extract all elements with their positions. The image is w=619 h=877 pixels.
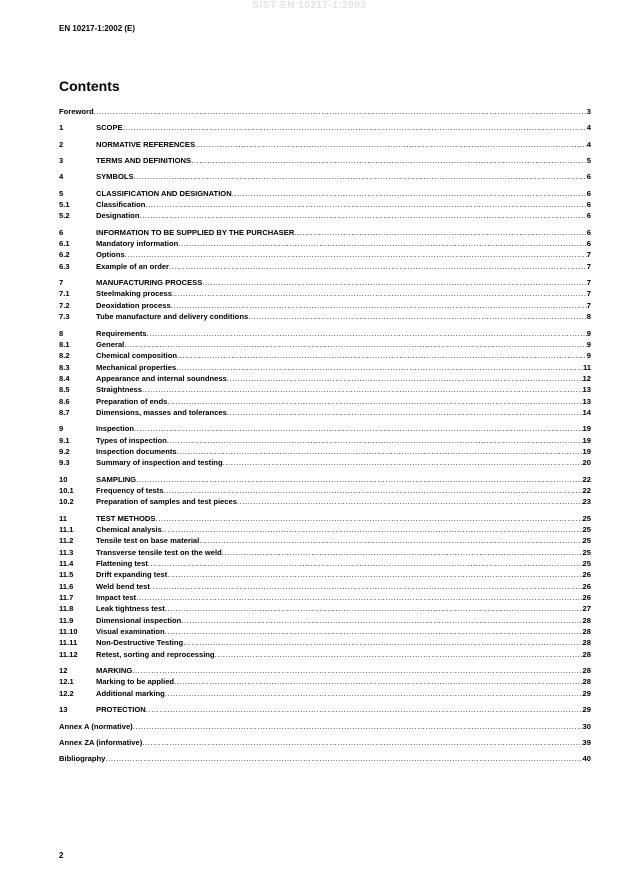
- dot-leader: [237, 496, 583, 507]
- dot-leader: [134, 171, 587, 182]
- toc-entry[interactable]: [59, 665, 591, 676]
- toc-entry-number: 2: [59, 139, 64, 149]
- toc-entry-title: Transverse tensile test on the weld: [96, 547, 222, 557]
- toc-entry[interactable]: [59, 277, 591, 288]
- toc-entry-page: 6: [586, 211, 591, 221]
- toc-entry-number: 8.4: [59, 373, 70, 383]
- dot-leader: [165, 603, 583, 614]
- toc-entry-title: Retest, sorting and reprocessing: [96, 649, 215, 659]
- toc-entry-number: 10.2: [59, 497, 74, 507]
- toc-entry-page: 5: [586, 156, 591, 166]
- dot-leader: [202, 277, 586, 288]
- toc-entry[interactable]: [59, 288, 591, 299]
- toc-entry-title: Frequency of tests: [96, 485, 164, 495]
- toc-entry-title: Preparation of ends: [96, 396, 168, 406]
- toc-entry-page: 28: [582, 649, 591, 659]
- dot-leader: [124, 339, 586, 350]
- dot-leader: [183, 637, 582, 648]
- toc-entry-page: 13: [582, 385, 591, 395]
- dot-leader: [134, 423, 583, 434]
- dot-leader: [167, 396, 582, 407]
- toc-entry-page: 25: [582, 513, 591, 523]
- dot-leader: [94, 106, 587, 117]
- toc-entry-title: Example of an order: [96, 261, 170, 271]
- toc-entry[interactable]: [59, 704, 591, 715]
- toc-entry-page: 9: [586, 328, 591, 338]
- toc-entry-page: 4: [586, 139, 591, 149]
- toc-entry-number: 12.2: [59, 688, 74, 698]
- toc-entry-title: Steelmaking process: [96, 289, 172, 299]
- toc-entry-page: 6: [586, 172, 591, 182]
- toc-entry-title: INFORMATION TO BE SUPPLIED BY THE PURCHASER: [96, 227, 295, 237]
- dot-leader: [142, 737, 582, 748]
- toc-entry[interactable]: [59, 238, 591, 249]
- toc-entry-title: Bibliography: [59, 754, 106, 764]
- toc-entry-number: 9.3: [59, 458, 70, 468]
- toc-entry[interactable]: [59, 676, 591, 687]
- toc-entry[interactable]: [59, 615, 591, 626]
- toc-entry-page: 26: [582, 593, 591, 603]
- toc-entry[interactable]: [59, 446, 591, 457]
- toc-entry-number: 11.2: [59, 536, 74, 546]
- toc-entry-title: PROTECTION: [96, 705, 146, 715]
- dot-leader: [133, 721, 583, 732]
- toc-entry-title: Visual examination: [96, 627, 165, 637]
- toc-entry-title: Annex ZA (informative): [59, 737, 143, 747]
- toc-entry-number: 7.3: [59, 312, 70, 322]
- toc-entry-number: 7: [59, 278, 64, 288]
- dot-leader: [177, 350, 587, 361]
- dot-leader: [145, 199, 586, 210]
- toc-entry-page: 23: [582, 497, 591, 507]
- dot-leader: [169, 261, 587, 272]
- toc-entry-title: TERMS AND DEFINITIONS: [96, 156, 192, 166]
- toc-entry[interactable]: [59, 122, 591, 133]
- toc-entry[interactable]: [59, 210, 591, 221]
- table-of-contents: [59, 106, 591, 765]
- toc-entry[interactable]: [59, 261, 591, 272]
- dot-leader: [248, 311, 587, 322]
- dot-leader: [150, 581, 583, 592]
- toc-entry-number: 5: [59, 188, 64, 198]
- toc-entry-title: Deoxidation process: [96, 300, 171, 310]
- toc-entry[interactable]: [59, 249, 591, 260]
- dot-leader: [195, 139, 587, 150]
- toc-entry-title: TEST METHODS: [96, 513, 156, 523]
- toc-entry-title: Options: [96, 250, 125, 260]
- toc-entry-page: 7: [586, 250, 591, 260]
- toc-entry-page: 8: [586, 312, 591, 322]
- toc-entry[interactable]: [59, 524, 591, 535]
- page-number: 2: [59, 851, 64, 860]
- toc-entry[interactable]: [59, 139, 591, 150]
- toc-entry-page: 6: [586, 239, 591, 249]
- toc-entry[interactable]: [59, 753, 591, 764]
- dot-leader: [215, 649, 583, 660]
- toc-entry-page: 25: [582, 559, 591, 569]
- toc-entry-title: Inspection documents: [96, 446, 177, 456]
- dot-leader: [147, 328, 587, 339]
- document-id: EN 10217-1:2002 (E): [59, 24, 136, 33]
- toc-entry-page: 40: [582, 754, 591, 764]
- toc-entry-number: 9.1: [59, 435, 70, 445]
- toc-entry-page: 26: [582, 581, 591, 591]
- toc-entry-page: 26: [582, 570, 591, 580]
- toc-entry[interactable]: [59, 350, 591, 361]
- toc-entry-page: 22: [582, 474, 591, 484]
- toc-entry[interactable]: [59, 171, 591, 182]
- toc-entry[interactable]: [59, 737, 591, 748]
- dot-leader: [177, 446, 583, 457]
- dot-leader: [172, 288, 587, 299]
- dot-leader: [167, 569, 582, 580]
- toc-entry[interactable]: [59, 384, 591, 395]
- dot-leader: [164, 485, 583, 496]
- dot-leader: [294, 227, 586, 238]
- toc-entry-page: 19: [582, 424, 591, 434]
- toc-entry-number: 11.5: [59, 570, 74, 580]
- toc-entry-number: 8.6: [59, 396, 70, 406]
- toc-entry-title: Tensile test on base material: [96, 536, 200, 546]
- toc-entry-number: 12: [59, 666, 68, 676]
- toc-entry[interactable]: [59, 496, 591, 507]
- toc-entry-page: 22: [582, 485, 591, 495]
- toc-entry-title: SAMPLING: [96, 474, 137, 484]
- watermark: SIST EN 10217-1:2003: [252, 0, 367, 11]
- toc-entry[interactable]: [59, 513, 591, 524]
- dot-leader: [176, 362, 583, 373]
- toc-entry[interactable]: [59, 603, 591, 614]
- toc-entry-page: 27: [582, 604, 591, 614]
- toc-entry-title: CLASSIFICATION AND DESIGNATION: [96, 188, 232, 198]
- toc-entry-page: 7: [586, 300, 591, 310]
- toc-entry-page: 28: [582, 677, 591, 687]
- toc-entry-number: 11.12: [59, 649, 78, 659]
- toc-entry-number: 1: [59, 123, 64, 133]
- toc-entry-page: 19: [582, 435, 591, 445]
- toc-entry-number: 11.10: [59, 627, 78, 637]
- toc-entry-title: Chemical analysis: [96, 525, 162, 534]
- toc-entry-number: 8: [59, 328, 64, 338]
- toc-entry[interactable]: [59, 339, 591, 350]
- toc-entry-page: 7: [586, 278, 591, 288]
- toc-entry-number: 12.1: [59, 677, 74, 687]
- toc-entry-number: 6: [59, 227, 64, 237]
- toc-entry-number: 3: [59, 156, 64, 166]
- toc-entry-title: Foreword: [59, 107, 94, 116]
- toc-entry-title: Summary of inspection and testing: [96, 458, 223, 468]
- toc-entry-title: Weld bend test: [96, 581, 150, 591]
- toc-entry-title: Straightness: [96, 385, 142, 395]
- dot-leader: [105, 753, 582, 764]
- dot-leader: [167, 435, 583, 446]
- dot-leader: [132, 665, 582, 676]
- toc-entry-number: 11.3: [59, 547, 74, 557]
- toc-entry-page: 3: [586, 107, 591, 116]
- toc-entry-number: 8.2: [59, 351, 70, 361]
- dot-leader: [156, 513, 583, 524]
- toc-entry-title: Appearance and internal soundness: [96, 373, 227, 383]
- toc-entry-page: 11: [582, 362, 591, 372]
- toc-entry-number: 8.5: [59, 385, 70, 395]
- dot-leader: [171, 300, 587, 311]
- toc-entry[interactable]: [59, 106, 591, 117]
- dot-leader: [222, 547, 583, 558]
- toc-entry-page: 39: [582, 737, 591, 747]
- toc-entry-number: 8.7: [59, 407, 70, 417]
- toc-entry-number: 5.2: [59, 211, 70, 221]
- toc-entry-title: Mechanical properties: [96, 362, 177, 372]
- toc-entry-number: 11.7: [59, 593, 74, 603]
- toc-entry[interactable]: [59, 300, 591, 311]
- toc-entry-number: 11.8: [59, 604, 74, 614]
- toc-entry-page: 9: [586, 339, 591, 349]
- toc-entry-title: SYMBOLS: [96, 172, 134, 182]
- toc-entry-title: Drift expanding test: [96, 570, 168, 580]
- toc-entry-page: 25: [582, 525, 591, 534]
- toc-entry-page: 6: [586, 200, 591, 210]
- dot-leader: [162, 524, 583, 535]
- toc-entry[interactable]: [59, 721, 591, 732]
- toc-entry-page: 30: [582, 721, 591, 731]
- dot-leader: [136, 592, 582, 603]
- toc-entry-title: Types of inspection: [96, 435, 167, 445]
- toc-entry[interactable]: [59, 485, 591, 496]
- toc-entry-title: Dimensional inspection: [96, 615, 182, 625]
- toc-entry-title: SCOPE: [96, 123, 123, 133]
- toc-entry[interactable]: [59, 581, 591, 592]
- toc-entry-page: 28: [582, 615, 591, 625]
- toc-entry-number: 6.2: [59, 250, 70, 260]
- toc-entry-number: 7.2: [59, 300, 70, 310]
- toc-entry-page: 19: [582, 446, 591, 456]
- toc-entry[interactable]: [59, 435, 591, 446]
- toc-entry-page: 28: [582, 638, 591, 648]
- dot-leader: [125, 249, 587, 260]
- toc-entry-title: Chemical composition: [96, 351, 178, 361]
- dot-leader: [123, 122, 587, 133]
- toc-entry-number: 10.1: [59, 485, 74, 495]
- toc-entry-number: 11.1: [59, 525, 74, 534]
- toc-entry-page: 13: [582, 396, 591, 406]
- dot-leader: [139, 210, 586, 221]
- toc-entry[interactable]: [59, 311, 591, 322]
- toc-entry-number: 4: [59, 172, 64, 182]
- toc-entry-title: Requirements: [96, 328, 147, 338]
- toc-entry-number: 6.1: [59, 239, 70, 249]
- toc-entry[interactable]: [59, 155, 591, 166]
- dot-leader: [191, 155, 587, 166]
- toc-entry[interactable]: [59, 396, 591, 407]
- dot-leader: [178, 238, 586, 249]
- toc-entry[interactable]: [59, 637, 591, 648]
- toc-entry-page: 7: [586, 289, 591, 299]
- toc-entry[interactable]: [59, 328, 591, 339]
- toc-entry[interactable]: [59, 423, 591, 434]
- toc-entry-page: 6: [586, 227, 591, 237]
- toc-entry[interactable]: [59, 199, 591, 210]
- toc-entry-page: 14: [582, 407, 591, 417]
- toc-entry-number: 11: [59, 513, 68, 523]
- toc-entry-page: 9: [586, 351, 591, 361]
- toc-entry-page: 7: [586, 261, 591, 271]
- toc-entry-title: General: [96, 339, 125, 349]
- toc-entry-title: Marking to be applied: [96, 677, 175, 687]
- dot-leader: [165, 626, 583, 637]
- toc-entry[interactable]: [59, 558, 591, 569]
- toc-entry-title: Non-Destructive Testing: [96, 638, 184, 648]
- toc-entry-title: Leak tightness test: [96, 604, 165, 614]
- toc-entry[interactable]: [59, 407, 591, 418]
- toc-entry-title: NORMATIVE REFERENCES: [96, 139, 196, 149]
- toc-entry-page: 4: [586, 123, 591, 133]
- toc-entry-title: MANUFACTURING PROCESS: [96, 278, 203, 288]
- page-title: Contents: [59, 78, 120, 94]
- dot-leader: [227, 407, 583, 418]
- toc-entry-number: 6.3: [59, 261, 70, 271]
- toc-entry-page: 29: [582, 688, 591, 698]
- toc-entry-page: 28: [582, 627, 591, 637]
- toc-entry-number: 8.1: [59, 339, 70, 349]
- toc-entry-number: 7.1: [59, 289, 70, 299]
- toc-entry-title: Preparation of samples and test pieces: [96, 497, 237, 507]
- dot-leader: [165, 688, 583, 699]
- dot-leader: [174, 676, 582, 687]
- toc-entry-page: 25: [582, 547, 591, 557]
- toc-entry-number: 11.11: [59, 638, 78, 648]
- toc-entry[interactable]: [59, 569, 591, 580]
- toc-entry-page: 20: [582, 458, 591, 468]
- dot-leader: [232, 188, 587, 199]
- toc-entry[interactable]: [59, 649, 591, 660]
- toc-entry[interactable]: [59, 362, 591, 373]
- toc-entry[interactable]: [59, 457, 591, 468]
- toc-entry-title: Annex A (normative): [59, 721, 133, 731]
- toc-entry-page: 12: [582, 373, 591, 383]
- toc-entry[interactable]: [59, 535, 591, 546]
- toc-entry-title: Additional marking: [96, 688, 165, 698]
- toc-entry[interactable]: [59, 626, 591, 637]
- toc-entry-page: 29: [582, 705, 591, 715]
- dot-leader: [142, 384, 583, 395]
- toc-entry-title: Designation: [96, 211, 140, 221]
- toc-entry-title: Inspection: [96, 424, 134, 434]
- toc-entry-title: Flattening test: [96, 559, 148, 569]
- dot-leader: [227, 373, 583, 384]
- dot-leader: [181, 615, 582, 626]
- toc-entry-title: Tube manufacture and delivery conditions: [96, 312, 249, 322]
- dot-leader: [136, 474, 582, 485]
- toc-entry-title: MARKING: [96, 666, 133, 676]
- toc-entry-number: 13: [59, 705, 68, 715]
- toc-entry-number: 11.4: [59, 559, 74, 569]
- toc-entry-number: 9.2: [59, 446, 70, 456]
- toc-entry-number: 10: [59, 474, 68, 484]
- toc-entry-title: Dimensions, masses and tolerances: [96, 407, 227, 417]
- toc-entry-page: 25: [582, 536, 591, 546]
- toc-entry[interactable]: [59, 474, 591, 485]
- toc-entry-page: 28: [582, 666, 591, 676]
- toc-entry-title: Mandatory information: [96, 239, 179, 249]
- toc-entry[interactable]: [59, 688, 591, 699]
- toc-entry-page: 6: [586, 188, 591, 198]
- dot-leader: [148, 558, 583, 569]
- dot-leader: [223, 457, 583, 468]
- toc-entry-number: 9: [59, 424, 64, 434]
- toc-entry-title: Impact test: [96, 593, 137, 603]
- toc-entry-number: 8.3: [59, 362, 70, 372]
- toc-entry-title: Classification: [96, 200, 146, 210]
- toc-entry[interactable]: [59, 188, 591, 199]
- toc-entry[interactable]: [59, 547, 591, 558]
- toc-entry-number: 5.1: [59, 200, 70, 210]
- toc-entry[interactable]: [59, 592, 591, 603]
- dot-leader: [146, 704, 583, 715]
- toc-entry-number: 11.6: [59, 581, 74, 591]
- toc-entry-number: 11.9: [59, 615, 74, 625]
- toc-entry[interactable]: [59, 373, 591, 384]
- dot-leader: [199, 535, 582, 546]
- toc-entry[interactable]: [59, 227, 591, 238]
